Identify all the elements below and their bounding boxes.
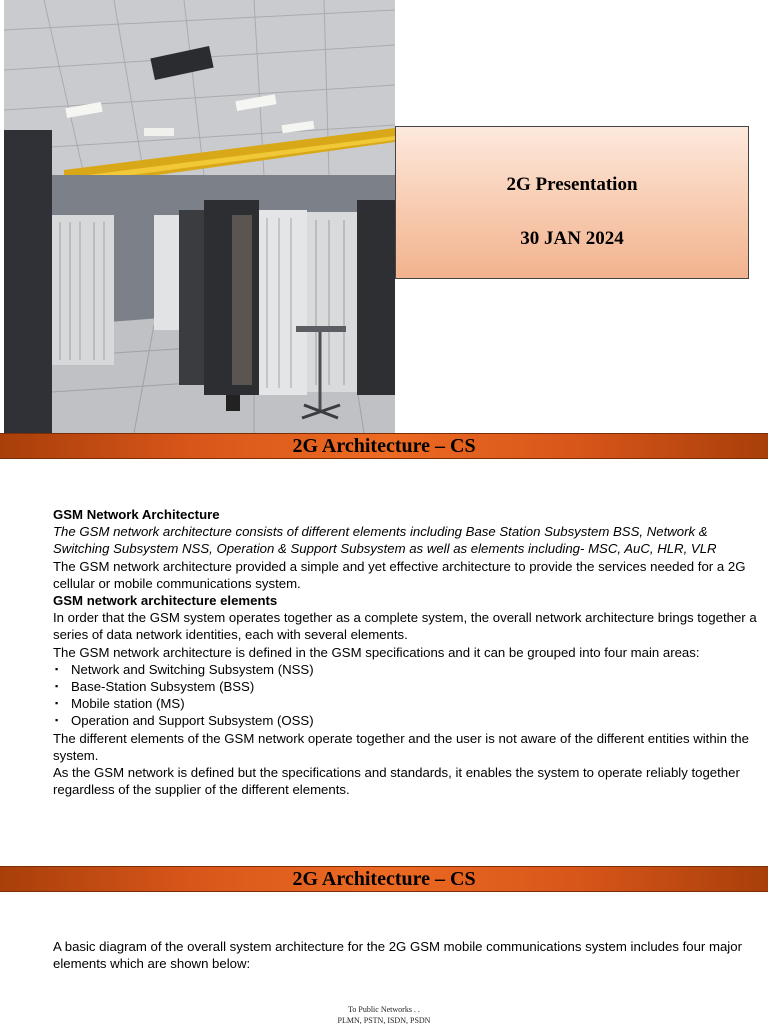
paragraph-user-transparency: The different elements of the GSM network operate together and the user is not aware of the different entities within the system. [53, 730, 749, 763]
list-item: ▪ Mobile station (MS) [55, 696, 185, 712]
intro-italic-paragraph: The GSM network architecture consists of different elements including Base Station Subsystem BSS, Network & Switching Subsystem NSS, Operation & Support Subsystem as well as elements including- MSC, AuC, HLR, VLR [53, 524, 717, 557]
bullet-icon: ▪ [55, 698, 59, 709]
paragraph-standards: As the GSM network is defined but the specifications and standards, it enables the system to operate reliably together regardless of the supplier of the different elements. [53, 765, 740, 798]
paragraph-four-areas: The GSM network architecture is defined in the GSM specifications and it can be grouped into four main areas: [53, 644, 700, 660]
section-header-title: 2G Architecture – CS [292, 435, 476, 457]
diagram-label-public-networks: To Public Networks . . [348, 1005, 420, 1014]
presentation-date: 30 JAN 2024 [520, 228, 624, 249]
diagram-label-network-types: PLMN, PSTN, ISDN, PSDN [337, 1016, 431, 1025]
paragraph-system-operation: In order that the GSM system operates together as a complete system, the overall network architecture brings together a series of data network identities, each with several elements. [53, 610, 757, 643]
section-header-architecture-2 [0, 866, 768, 892]
heading-architecture-elements: GSM network architecture elements [53, 593, 278, 609]
section-header-title: 2G Architecture – CS [292, 868, 476, 890]
presentation-title: 2G Presentation [506, 174, 638, 195]
list-item: ▪ Network and Switching Subsystem (NSS) [55, 661, 314, 677]
paragraph-basic-diagram: A basic diagram of the overall system architecture for the 2G GSM mobile communications system includes four major elements which are shown below: [53, 939, 742, 972]
subsystem-list [53, 661, 758, 730]
heading-gsm-network-architecture: GSM Network Architecture [53, 507, 220, 522]
list-item: ▪ Operation and Support Subsystem (OSS) [55, 713, 314, 729]
bullet-icon: ▪ [55, 715, 59, 726]
section-header-architecture [0, 433, 768, 459]
server-room-photo [4, 0, 395, 433]
bullet-icon: ▪ [55, 663, 59, 674]
architecture-text [53, 506, 758, 798]
bullet-icon: ▪ [55, 681, 59, 692]
paragraph-architecture-summary: The GSM network architecture provided a simple and yet effective architecture to provide the services needed for a 2G cellular or mobile communications system. [53, 558, 746, 591]
list-item: ▪ Base-Station Subsystem (BSS) [55, 679, 255, 695]
title-box [395, 126, 749, 279]
